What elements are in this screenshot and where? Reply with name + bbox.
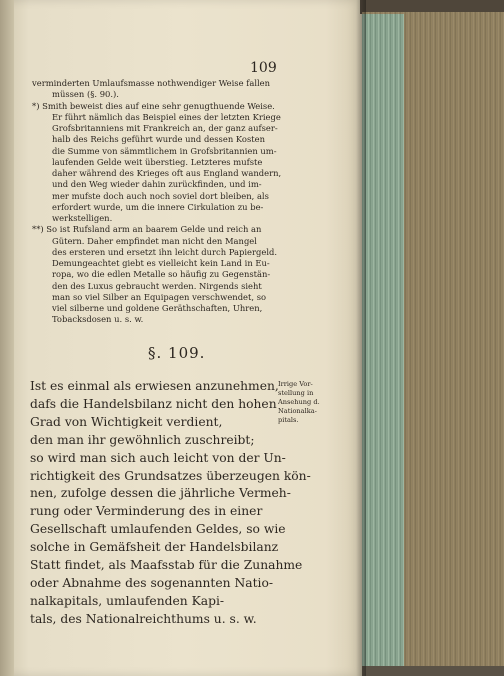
footnote-line: müssen (§. 90.). [52,89,119,100]
body-line: nen, zufolge dessen die jährliche Vermeh- [30,486,291,501]
marginal-line: Irrige Vor- [278,380,313,388]
marginal-line: Ansehung d. [278,398,320,406]
marginal-line: pitals. [278,416,299,424]
body-line: nalkapitals, umlaufenden Kapi- [30,593,225,608]
footnote-line: den des Luxus gebraucht werden. Nirgends sieht [52,280,262,291]
marginal-line: stellung in [278,389,314,397]
footnote-line: man so viel Silber an Equipagen verschwendet, so [52,291,267,302]
footnote-line: Tobacksdosen u. s. w. [52,314,144,325]
footnote-line: *) Smith beweist dies auf eine sehr genugthuende Weise. [32,100,275,111]
marginal-line: Nationalka- [278,407,317,415]
page-shadow [356,0,366,676]
page-gutter [0,0,14,676]
body-line: tals, des Nationalreichthums u. s. w. [30,611,257,626]
body-line: rung oder Verminderung des in einer [30,504,263,519]
body-line: Ist es einmal als erwiesen anzunehmen, [30,379,279,393]
footnote-line: Demungeachtet giebt es vielleicht kein Land in Eu- [52,258,270,268]
footnote-line: ropa, wo die edlen Metalle so häufig zu Gegenstän- [52,269,271,280]
footnote-line: Gütern. Daher empfindet man nicht den Mangel [52,235,257,246]
marginal-note [278,380,334,425]
footnote-line: laufenden Gelde weit überstieg. Letzteres mufste [52,156,263,167]
body-line: den man ihr gewöhnlich zuschreibt; [30,432,255,447]
body-line: solche in Gemäfsheit der Handelsbilanz [30,540,279,555]
footnote-line: des ersteren und ersetzt ihn leicht durch Papiergeld. [52,246,278,257]
footnote-line: und den Weg wieder dahin zurückfinden, und im- [52,179,262,190]
footnote-line: mer mufste doch auch noch soviel dort bleiben, als [52,190,269,201]
page-number: 109 [250,60,277,76]
body-line: so wird man sich auch leicht von der Un- [30,450,286,465]
footnote-line: daher während des Krieges oft aus England wandern, [52,168,282,178]
footnote-line: verminderten Umlaufsmasse nothwendiger Weise fallen [32,78,271,88]
footnote-line: **) So ist Rufsland arm an baarem Gelde und reich an [32,224,262,235]
footnote-line: erfordert wurde, um die innere Cirkulation zu be- [52,201,264,212]
footnote-line: Er führt nämlich das Beispiel eines der letzten Kriege [52,111,281,122]
footnote-line: werkstelligen. [52,213,113,223]
body-line: Gesellschaft umlaufenden Geldes, so wie [30,522,286,537]
footnote-line: viel silberne und goldene Geräthschaften, Uhren, [52,303,263,313]
footnote-line: die Summe von sämmtlichem in Grofsbritannien um- [52,145,277,156]
page-edges-tinted [362,14,404,666]
section-heading: §. 109. [148,344,206,362]
body-line: Statt findet, als Maafsstab für die Zunahme [30,558,303,573]
body-line: Grad von Wichtigkeit verdient, [30,414,223,429]
footnote-line: Grofsbritanniens mit Frankreich an, der ganz aufser- [52,123,278,133]
body-line: dafs die Handelsbilanz nicht den hohen [30,396,277,411]
footnotes [32,78,282,326]
body-line: richtigkeit des Grundsatzes überzeugen kön- [30,468,311,483]
footnote-line: halb des Reichs geführt wurde und dessen Kosten [52,134,265,145]
body-line: oder Abnahme des sogenannten Natio- [30,575,274,590]
